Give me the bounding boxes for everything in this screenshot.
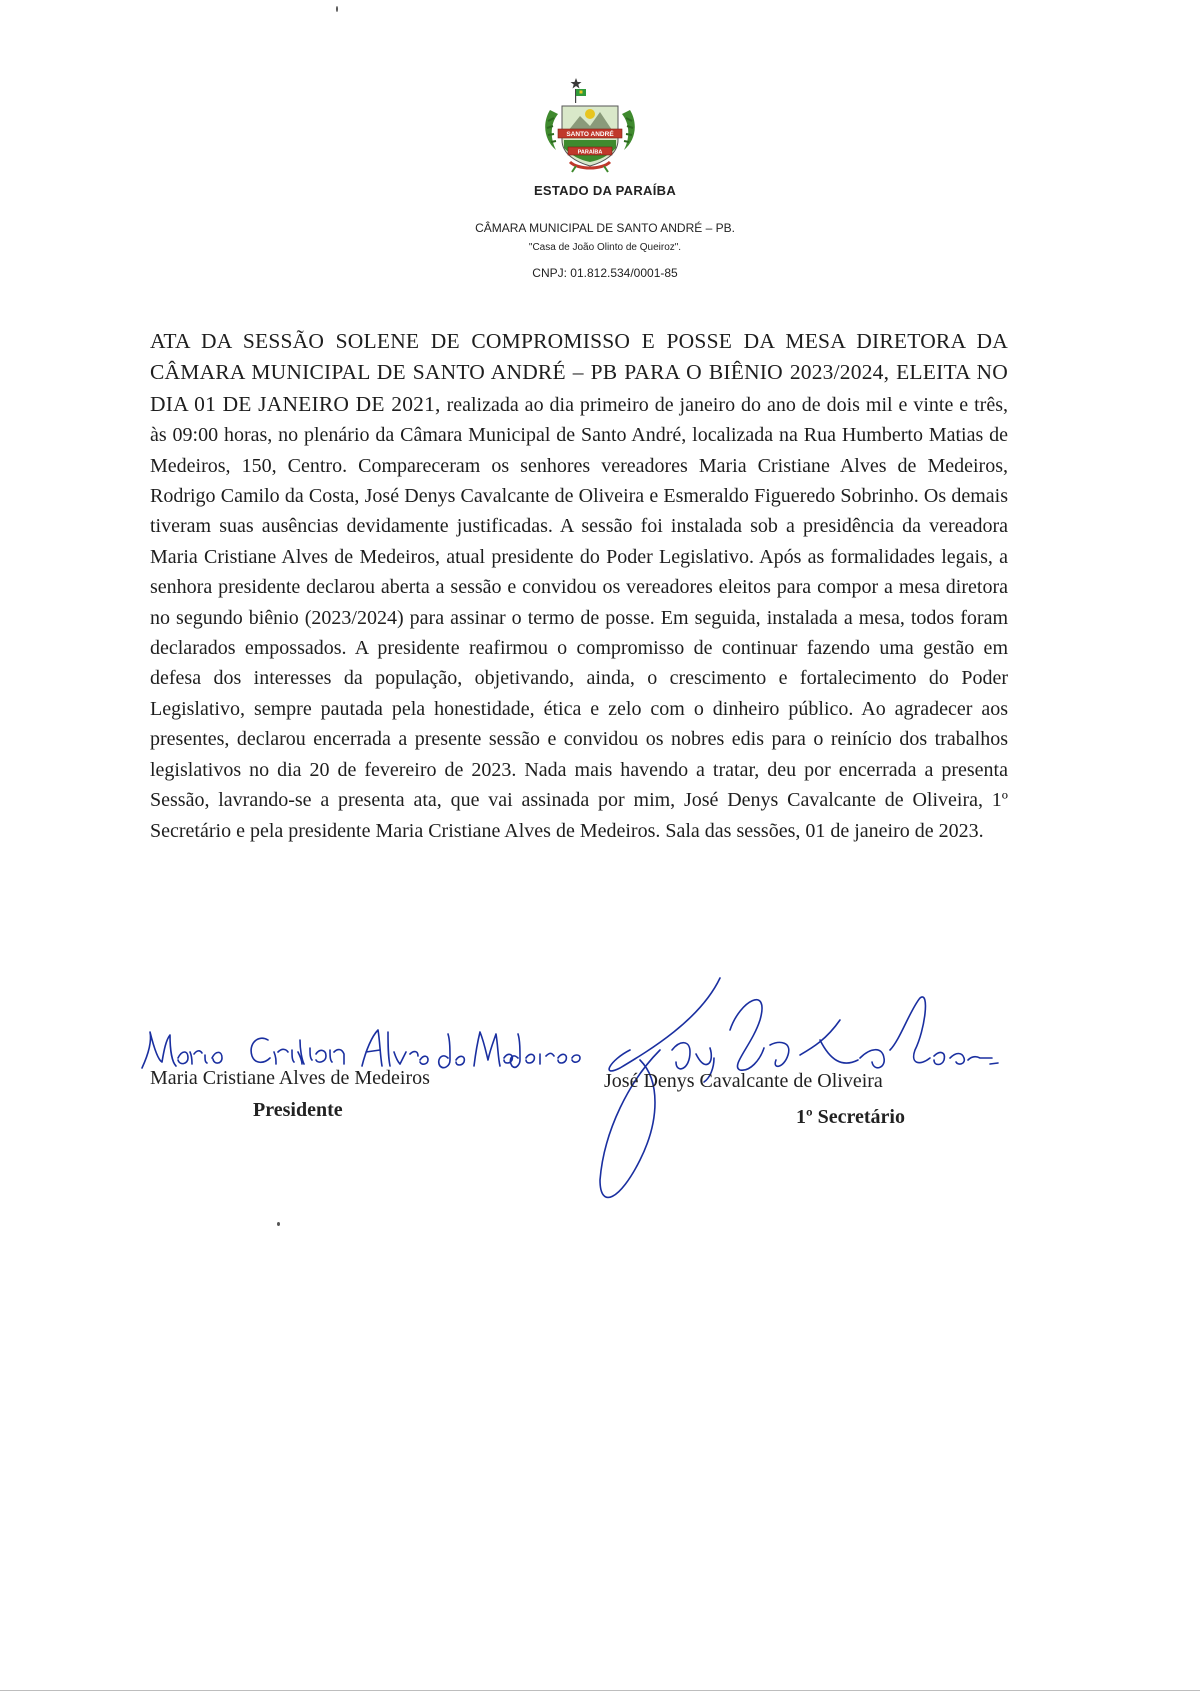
signatory-right-name: José Denys Cavalcante de Oliveira — [604, 1070, 883, 1092]
minutes-heading: ATA DA SESSÃO SOLENE DE COMPROMISSO E POSSE DA MESA DIRETORA DA CÂMARA MUNICIPAL DE SANTO ANDRÉ – PB PARA O BIÊNIO 2023/2024, ELEITA NO DIA 01 DE JANEIRO DE 2021, — [150, 329, 1008, 416]
house-name: "Casa de João Olinto de Queiroz". — [528, 242, 682, 253]
seal-text-top: SANTO ANDRÉ — [566, 131, 614, 138]
scan-speck — [336, 6, 338, 12]
minutes-body: realizada ao dia primeiro de janeiro do ano de dois mil e vinte e três, às 09:00 horas, no plenário da Câmara Municipal de Santo André, localizada na Rua Humberto Matias de Medeiros, 150, Centro. Compareceram os senhores vereadores Maria Cristiane Alves de Medeiros, Rodrigo Camilo da Costa, José Denys Cavalcante de Oliveira e Esmeraldo Figueredo Sobrinho. Os demais tiveram suas ausências devidamente justificadas. A sessão foi instalada sob a presidência da vereadora Maria Cristiane Alves de Medeiros, atual presidente do Poder Legislativo. Após as formalidades legais, a senhora presidente declarou aberta a sessão e convidou os vereadores eleitos para compor a mesa diretora no segundo biênio (2023/2024) para assinar o termo de posse. Em seguida, instalada a mesa, todos foram declarados empossados. A presidente reafirmou o compromisso de continuar fazendo uma gestão em defesa dos interesses da população, objetivando, ainda, o crescimento e fortalecimento do Poder Legislativo, sempre pautada pela honestidade, ética e zelo com o dinheiro público. Ao agradecer aos presentes, declarou encerrada a presente sessão e convidou os nobres edis para o reinício dos trabalhos legislativos no dia 20 de fevereiro de 2023. Nada mais havendo a tratar, deu por encerrada a presenta Sessão, lavrando-se a presenta ata, que vai assinada por mim, José Denys Cavalcante de Oliveira, 1º Secretário e pela presidente Maria Cristiane Alves de Medeiros. Sala das sessões, 01 de janeiro de 2023. — [150, 393, 1008, 842]
minutes-text — [150, 326, 1008, 846]
signatory-left-role: Presidente — [253, 1099, 343, 1121]
cnpj-number: CNPJ: 01.812.534/0001-85 — [532, 266, 678, 280]
scan-speck — [277, 1222, 280, 1226]
chamber-name: CÂMARA MUNICIPAL DE SANTO ANDRÉ – PB. — [475, 221, 735, 235]
signatory-left-name: Maria Cristiane Alves de Medeiros — [150, 1067, 430, 1089]
signature-left-handwritten — [142, 1030, 580, 1068]
signatory-right-role: 1º Secretário — [796, 1106, 905, 1128]
state-title: ESTADO DA PARAÍBA — [533, 183, 677, 198]
seal-text-bottom: PARAÍBA — [577, 149, 603, 156]
municipal-seal-logo — [540, 78, 640, 178]
page-bottom-edge — [0, 1690, 1200, 1691]
